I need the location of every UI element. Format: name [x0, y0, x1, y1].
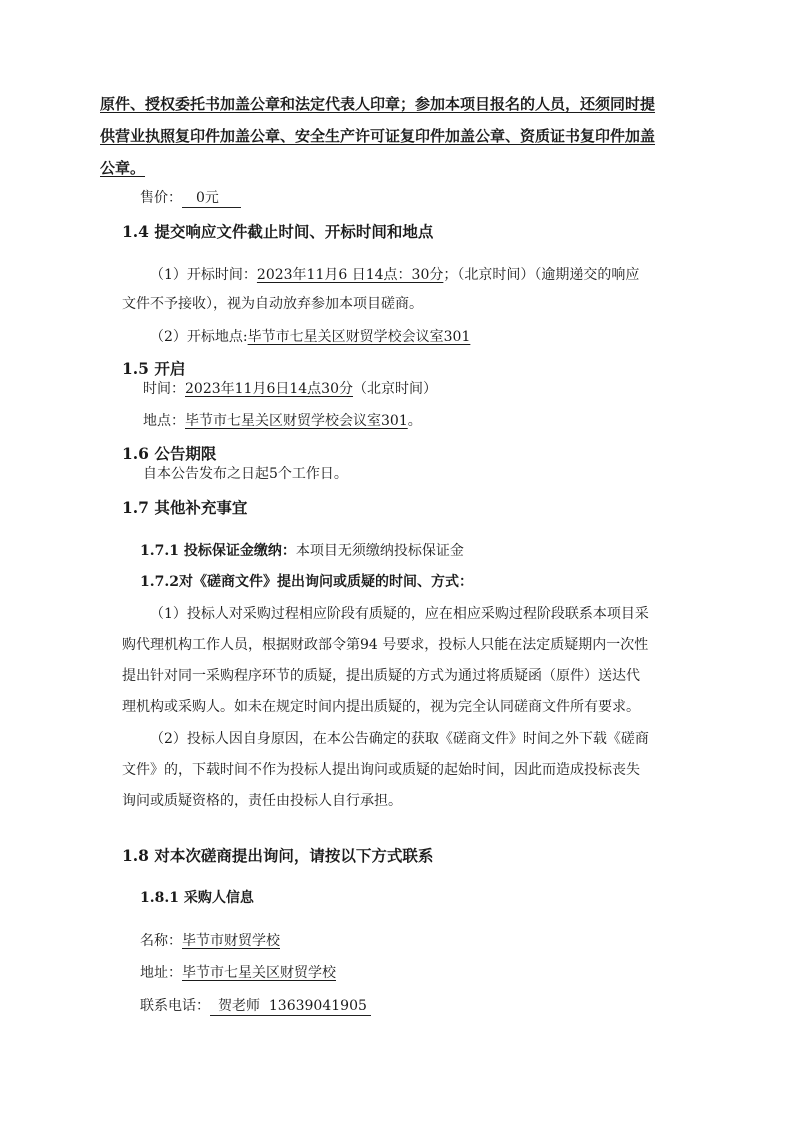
intro-line-1: 原件、授权委托书加盖公章和法定代表人印章；参加本项目报名的人员，还须同时提 [100, 95, 656, 113]
s14-p1-line1 [150, 268, 639, 282]
buyer-address-label: 地址： [140, 965, 182, 981]
s171-line [140, 544, 464, 558]
section-1-6-heading: 1.6 公告期限 [122, 444, 217, 463]
buyer-phone-label: 联系电话： [140, 998, 210, 1014]
buyer-phone-line [140, 999, 371, 1013]
s171-text: 本项目无须缴纳投标保证金 [295, 543, 464, 559]
s15-time-line [143, 382, 437, 396]
buyer-phone-value: 贺老师 13639041905 [210, 998, 371, 1016]
buyer-address-value: 毕节市七星关区财贸学校 [182, 965, 336, 981]
price-line [140, 191, 241, 205]
s171-label: 1.7.1 投标保证金缴纳： [140, 543, 296, 559]
intro-line-3: 公章。 [100, 159, 146, 177]
buyer-name-value: 毕节市财贸学校 [182, 933, 280, 949]
section-1-7-heading: 1.7 其他补充事宜 [122, 498, 248, 517]
s14-open-time: 2023年11月6 日14点：30分 [256, 267, 444, 283]
s172-heading: 1.7.2对《磋商文件》提出询问或质疑的时间、方式： [140, 574, 473, 590]
s172-p2-line2: 文件》的，下载时间不作为投标人提出询问或质疑的起始时间，因此而造成投标丧失 [122, 762, 640, 778]
s16-text: 自本公告发布之日起5个工作日。 [143, 466, 348, 482]
buyer-address-line [140, 966, 336, 980]
intro-line-2: 供营业执照复印件加盖公章、安全生产许可证复印件加盖公章、资质证书复印件加盖 [100, 127, 656, 145]
s172-p1-line2: 购代理机构工作人员，根据财政部令第94 号要求，投标人只能在法定质疑期内一次性 [122, 637, 649, 653]
s172-p1-line1: （1）投标人对采购过程相应阶段有质疑的，应在相应采购过程阶段联系本项目采 [150, 606, 649, 622]
section-1-4-heading: 1.4 提交响应文件截止时间、开标时间和地点 [122, 222, 434, 241]
s15-time-label: 时间： [143, 381, 185, 397]
buyer-name-line [140, 934, 280, 948]
section-1-8-heading: 1.8 对本次磋商提出询问，请按以下方式联系 [122, 846, 434, 865]
s14-p2-line [150, 330, 470, 344]
price-label: 售价： [140, 190, 182, 206]
s15-time-note: （北京时间） [352, 381, 437, 397]
s15-place-label: 地点： [143, 413, 185, 429]
s15-place-end: 。 [407, 413, 422, 429]
s14-p2-prefix: （2）开标地点: [150, 329, 248, 345]
price-value: 0元 [182, 190, 241, 208]
s14-open-place: 毕节市七星关区财贸学校会议室301 [247, 329, 471, 345]
s15-time-value: 2023年11月6日14点30分 [185, 381, 353, 397]
buyer-name-label: 名称： [140, 933, 182, 949]
s15-place-line [143, 414, 422, 428]
s181-heading: 1.8.1 采购人信息 [140, 890, 254, 906]
s15-place-value: 毕节市七星关区财贸学校会议室301 [185, 413, 408, 429]
s172-p1-line3: 提出针对同一采购程序环节的质疑，提出质疑的方式为通过将质疑函（原件）送达代 [122, 668, 640, 684]
section-1-5-heading: 1.5 开启 [122, 359, 186, 378]
s172-p2-line3: 询问或质疑资格的，责任由投标人自行承担。 [122, 793, 402, 809]
s14-p1-prefix: （1）开标时间： [150, 267, 257, 283]
s14-p1-rest: ；（北京时间）（逾期递交的响应 [443, 267, 640, 283]
s14-p1-line2: 文件不予接收），视为自动放弃参加本项目磋商。 [122, 296, 423, 312]
s172-p1-line4: 理机构或采购人。如未在规定时间内提出质疑的，视为完全认同磋商文件所有要求。 [122, 699, 640, 715]
s172-p2-line1: （2）投标人因自身原因，在本公告确定的获取《磋商文件》时间之外下载《磋商 [150, 731, 649, 747]
